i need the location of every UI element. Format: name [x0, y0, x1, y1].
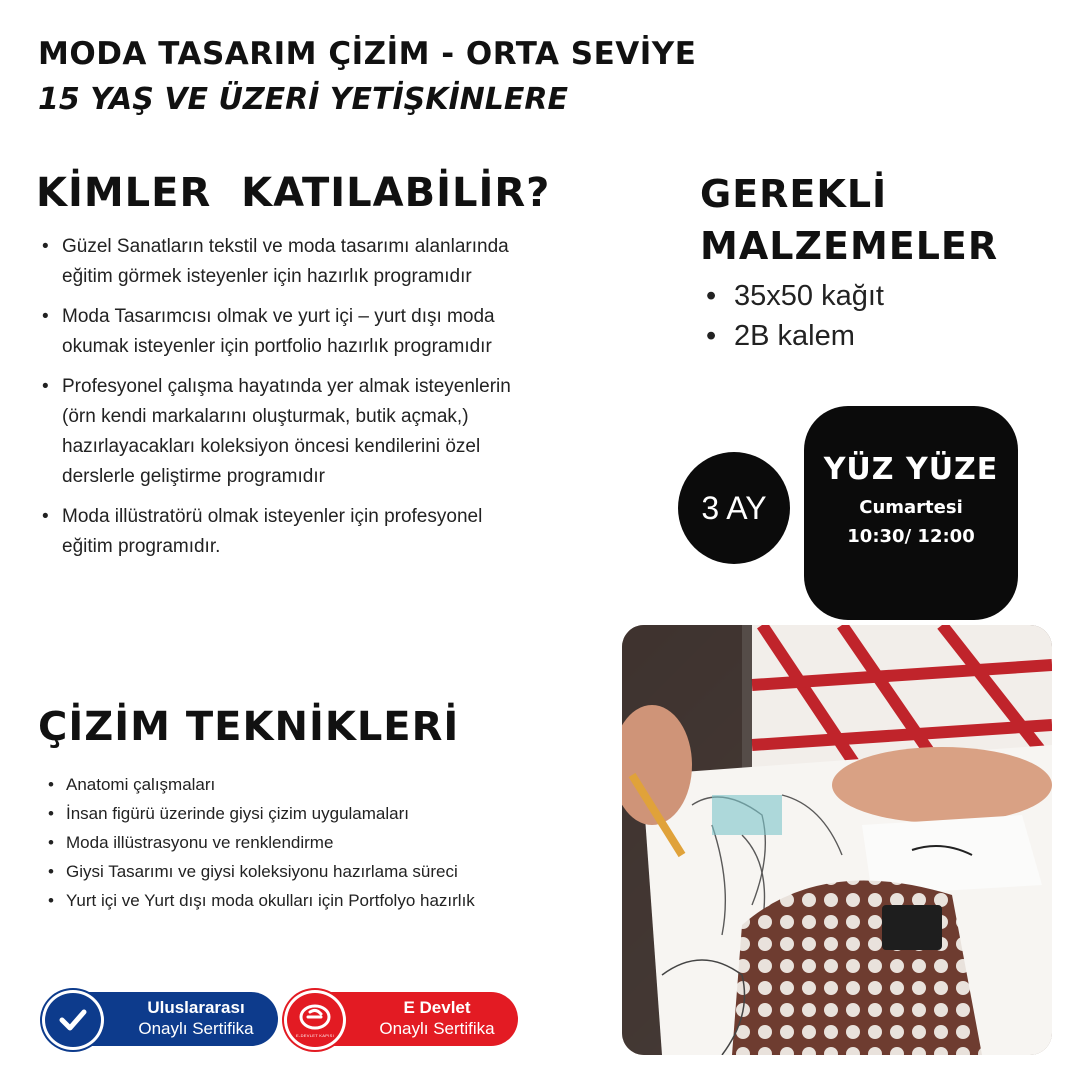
materials-heading-line2: MALZEMELER: [700, 224, 999, 268]
who-can-join-heading: KİMLER KATILABİLİR?: [36, 170, 551, 216]
list-item: • Yurt içi ve Yurt dışı moda okulları için Portfolyo hazırlık: [46, 886, 546, 915]
list-item: • Moda illüstrasyonu ve renklendirme: [46, 828, 546, 857]
fashion-sketch-drawing-photo: [622, 625, 1052, 1055]
page-title: MODA TASARIM ÇİZİM - ORTA SEVİYE: [38, 36, 697, 72]
list-item: • Güzel Sanatların tekstil ve moda tasarımı alanlarında eğitim görmek isteyenler için hazırlık programıdır: [40, 232, 520, 292]
list-item: • Moda Tasarımcısı olmak ve yurt içi – yurt dışı moda okumak isteyenler için portfolio hazırlık programıdır: [40, 302, 520, 362]
badge-subtitle: Onaylı Sertifika: [138, 1019, 254, 1038]
class-day: Cumartesi: [859, 497, 963, 518]
list-item: • 2B kalem: [704, 316, 884, 356]
duration-badge: 3 AY: [678, 452, 790, 564]
international-certificate-badge: [42, 990, 278, 1050]
list-item: • Moda illüstratörü olmak isteyenler için profesyonel eğitim programıdır.: [40, 502, 520, 562]
class-mode: YÜZ YÜZE: [823, 452, 999, 487]
e-devlet-logo-text: E-DEVLET KAPISI: [296, 1033, 334, 1038]
e-devlet-certificate-badge: [284, 990, 520, 1050]
list-item: • Giysi Tasarımı ve giysi koleksiyonu hazırlama süreci: [46, 857, 546, 886]
e-devlet-logo-icon: [284, 990, 346, 1050]
badge-bar: [82, 992, 278, 1046]
list-item: • 35x50 kağıt: [704, 276, 884, 316]
page-subtitle: 15 YAŞ VE ÜZERİ YETİŞKİNLERE: [38, 82, 568, 117]
list-item: • Anatomi çalışmaları: [46, 770, 546, 799]
materials-heading: [700, 168, 998, 272]
who-can-join-list: [40, 232, 520, 572]
list-item: • Profesyonel çalışma hayatında yer almak isteyenlerin (örn kendi markalarını oluşturmak, butik açmak,) hazırlayacakları koleksiyon öncesi kendilerini özel derslerle geliştirme programıdır: [40, 372, 520, 492]
materials-heading-line1: GEREKLİ: [700, 172, 888, 216]
materials-list: [704, 276, 884, 356]
badge-bar: [324, 992, 518, 1046]
drawing-techniques-heading: ÇİZİM TEKNİKLERİ: [38, 704, 460, 750]
badge-subtitle: Onaylı Sertifika: [379, 1019, 495, 1038]
badge-title: E Devlet: [403, 998, 471, 1017]
drawing-techniques-list: [46, 770, 546, 915]
checkmark-icon: [42, 990, 104, 1050]
badge-title: Uluslararası: [147, 998, 245, 1017]
class-time: 10:30/ 12:00: [847, 526, 975, 547]
schedule-card: [804, 406, 1018, 620]
list-item: • İnsan figürü üzerinde giysi çizim uygulamaları: [46, 799, 546, 828]
photo-illustration: [622, 625, 1052, 1055]
